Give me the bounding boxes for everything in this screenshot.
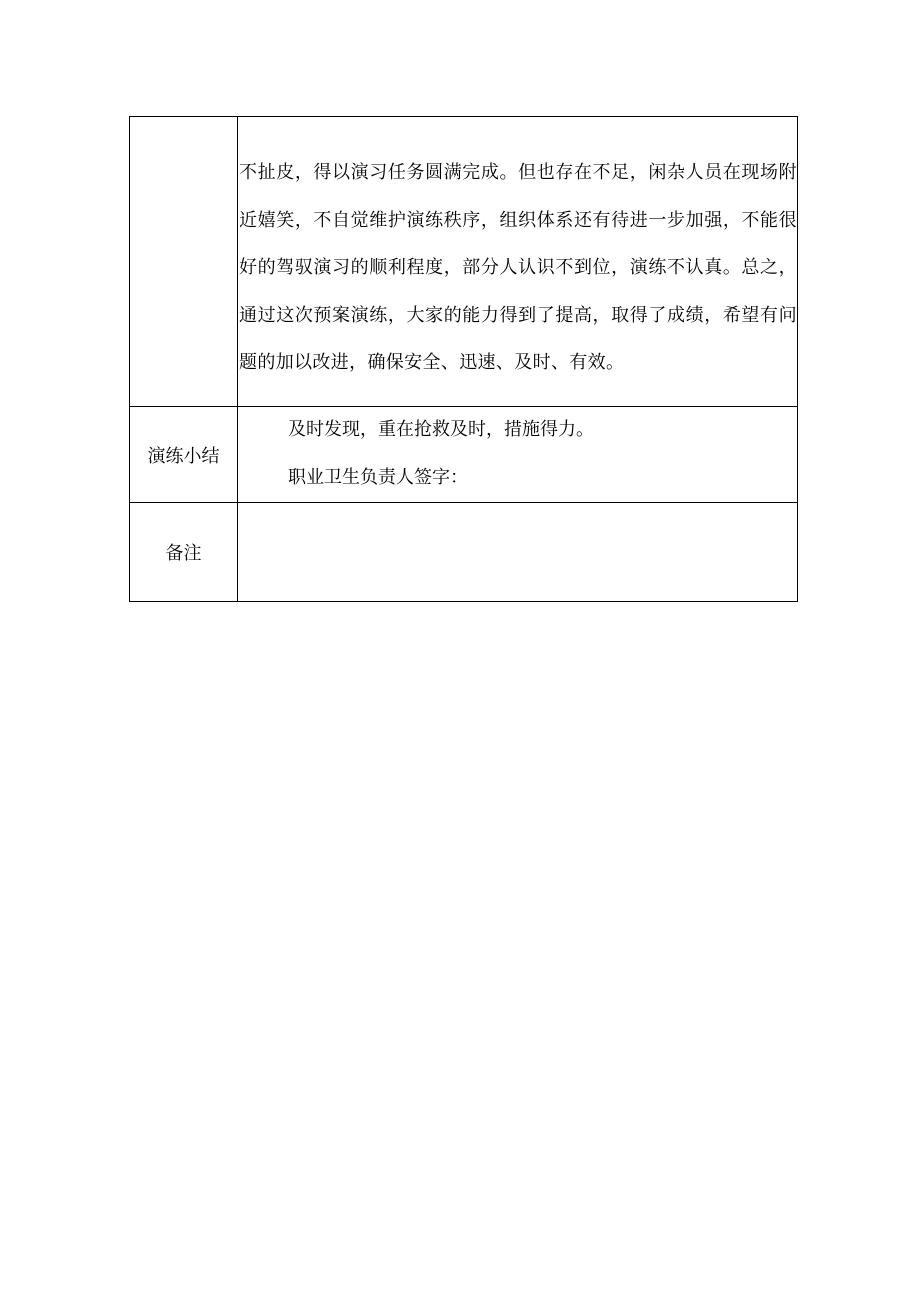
drill-summary-row	[130, 407, 798, 503]
remarks-row	[130, 503, 798, 602]
drill-summary-content-cell	[238, 407, 798, 503]
remarks-label: 备注	[130, 503, 238, 602]
evaluation-content-cell	[238, 117, 798, 407]
drill-summary-text: 及时发现，重在抢救及时，措施得力。	[288, 419, 594, 440]
drill-summary-label: 演练小结	[130, 407, 238, 503]
signature-line: 职业卫生负责人签字：	[288, 467, 468, 488]
drill-record-table	[129, 116, 798, 602]
evaluation-paragraph: 不扯皮，得以演习任务圆满完成。但也存在不足，闲杂人员在现场附近嬉笑，不自觉维护演练秩序，组织体系还有待进一步加强，不能很好的驾驭演习的顺利程度，部分人认识不到位，演练不认真。总之，通过这次预案演练，大家的能力得到了提高，取得了成绩，希望有问题的加以改进，确保安全、迅速、及时、有效。	[239, 162, 797, 373]
evaluation-row	[130, 117, 798, 407]
evaluation-label-cell	[130, 117, 238, 407]
remarks-content-cell	[238, 503, 798, 602]
